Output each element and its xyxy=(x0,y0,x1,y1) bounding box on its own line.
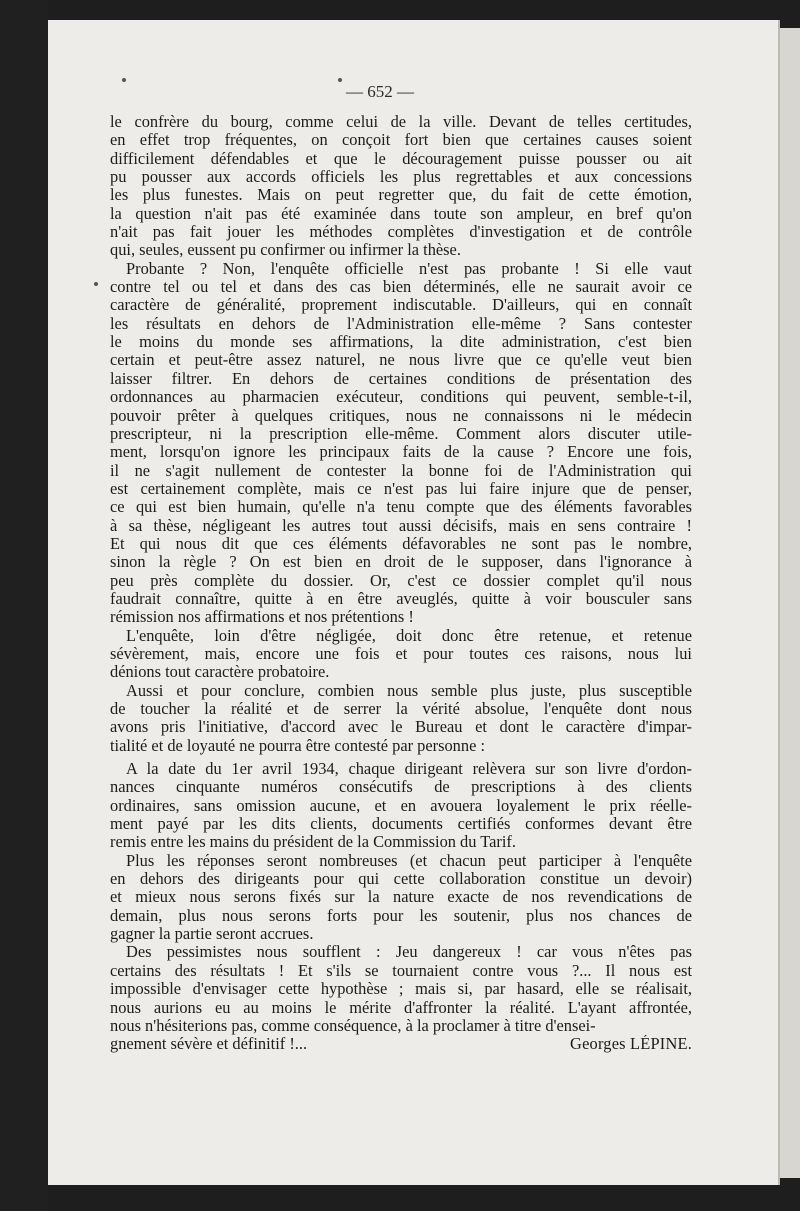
paragraph xyxy=(110,682,692,755)
text-line: rémission nos affirmations et nos prétentions ! xyxy=(110,608,414,627)
text-line: prescripteur, ni la prescription elle-même. Comment alors discuter utile- xyxy=(110,424,692,443)
text-line: remis entre les mains du président de la Commission du Tarif. xyxy=(110,833,516,852)
text-line: ce qui est bien humain, qu'elle n'a tenu compte que des éléments favorables xyxy=(110,498,692,517)
text-line: demain, plus nous serons forts pour les soutenir, plus nos chances de xyxy=(110,906,692,925)
text-line: ment, lorsqu'on ignore les principaux faits de la cause ? Encore une fois, xyxy=(110,443,692,462)
text-line: ment payé par les dits clients, documents certifiés conformes devant être xyxy=(110,815,692,834)
text-line: Des pessimistes nous soufflent : Jeu dangereux ! car vous n'êtes pas xyxy=(126,943,692,962)
text-line: caractère de généralité, proprement indiscutable. D'ailleurs, qui en connaît xyxy=(110,296,692,315)
text-line: en dehors des dirigeants pour qui cette collaboration constitue un devoir) xyxy=(110,870,692,889)
text-line: nous n'hésiterions pas, comme conséquence, à la proclamer à titre d'ensei- xyxy=(110,1016,596,1035)
paragraph xyxy=(110,260,692,627)
text-line: Plus les réponses seront nombreuses (et chacun peut participer à l'enquête xyxy=(126,851,692,870)
text-line: certains des résultats ! Et s'ils se tournaient contre vous ?... Il nous est xyxy=(110,961,692,980)
text-line: les plus funestes. Mais on peut regretter que, du fait de cette émotion, xyxy=(110,186,692,205)
paragraph xyxy=(110,760,692,852)
text-line: ordinaires, sans omission aucune, et en avouera loyalement le prix réelle- xyxy=(110,796,692,815)
text-line: A la date du 1er avril 1934, chaque dirigeant relèvera sur son livre d'ordon- xyxy=(126,760,692,779)
text-line: et mieux nous serons fixés sur la nature exacte de nos revendications de xyxy=(110,888,692,907)
text-line: Et qui nous dit que ces éléments défavorables ne sont pas le nombre, xyxy=(110,534,692,553)
scan-backdrop xyxy=(0,0,48,1211)
author-signature: Georges LÉPINE. xyxy=(570,1035,692,1054)
text-line: contre tel ou tel et dans des cas bien déterminés, elle ne saurait avoir ce xyxy=(110,278,692,297)
scan-speck xyxy=(94,282,98,286)
text-line: la question n'ait pas été examinée dans toute son ampleur, en bref qu'on xyxy=(110,204,692,223)
text-line: qui, seules, eussent pu confirmer ou infirmer la thèse. xyxy=(110,241,461,260)
text-line: faudrait connaître, quitte à en être aveuglés, quitte à voir bousculer sans xyxy=(110,589,692,608)
text-line: ordonnances au pharmacien exécuteur, conditions qui peuvent, semble-t-il, xyxy=(110,388,692,407)
text-line: peu près complète du dossier. Or, c'est ce dossier complet qu'il nous xyxy=(110,571,692,590)
text-line: sinon la règle ? On est bien en droit de le supposer, dans l'ignorance à xyxy=(110,553,692,572)
text-line: de toucher la réalité et de serrer la vérité absolue, l'enquête dont nous xyxy=(110,700,692,718)
text-line: tialité et de loyauté ne pourra être contesté par personne : xyxy=(110,736,485,755)
paragraph xyxy=(110,627,692,682)
text-line: est certainement complète, mais ce n'est pas lui faire injure que de penser, xyxy=(110,479,692,498)
text-line: nances cinquante numéros consécutifs de prescriptions à des clients xyxy=(110,778,692,797)
text-line: laisser filtrer. En dehors de certaines conditions de présentation des xyxy=(110,369,692,388)
article-body xyxy=(110,113,692,1054)
text-line: Probante ? Non, l'enquête officielle n'est pas probante ! Si elle vaut xyxy=(126,259,692,278)
text-line: n'ait pas fait jouer les méthodes complètes d'investigation et de contrôle xyxy=(110,223,692,242)
paragraph xyxy=(110,943,692,1035)
text-line: impossible d'envisager cette hypothèse ; mais si, par hasard, elle se réalisait, xyxy=(110,980,692,999)
text-line: Aussi et pour conclure, combien nous semble plus juste, plus susceptible xyxy=(126,681,692,700)
paragraph xyxy=(110,852,692,944)
text-line: le moins du monde ses affirmations, la dite administration, c'est bien xyxy=(110,333,692,352)
text-line: le confrère du bourg, comme celui de la ville. Devant de telles certitudes, xyxy=(110,113,692,131)
text-line: pouvoir prêter à quelques critiques, nous ne connaissons ni le médecin xyxy=(110,406,692,425)
text-line: dénions tout caractère probatoire. xyxy=(110,663,330,682)
text-line: il ne s'agit nullement de contester la bonne foi de l'Administration qui xyxy=(110,461,692,480)
text-line: gagner la partie seront accrues. xyxy=(110,925,314,944)
text-line: à sa thèse, négligeant les autres tout aussi décisifs, mais en sens contraire ! xyxy=(110,516,692,535)
text-line: difficilement défendables et que le découragement puisse pousser ou ait xyxy=(110,149,692,168)
closing-line xyxy=(110,1035,692,1053)
text-line: avons pris l'initiative, d'accord avec le Bureau et dont le caractère d'impar- xyxy=(110,718,692,737)
text-line: en effet trop fréquentes, on conçoit fort bien que certaines causes soient xyxy=(110,131,692,150)
text-line: sévèrement, mais, encore une fois et pour toutes ces raisons, nous lui xyxy=(110,644,692,663)
text-line: certain et peut-être assez naturel, ne nous livre que ce qu'elle veut bien xyxy=(110,351,692,370)
closing-text: gnement sévère et définitif !... xyxy=(110,1035,308,1054)
text-line: nous aurions eu au moins le mérite d'affronter la réalité. L'ayant affrontée, xyxy=(110,998,692,1017)
page-number: — 652 — xyxy=(346,82,414,101)
text-line: les résultats en dehors de l'Administration elle-même ? Sans contester xyxy=(110,314,692,333)
paragraph xyxy=(110,113,692,260)
text-line: L'enquête, loin d'être négligée, doit donc être retenue, et retenue xyxy=(126,626,692,645)
text-line: pu pousser aux accords officiels les plus regrettables et aux concessions xyxy=(110,168,692,187)
